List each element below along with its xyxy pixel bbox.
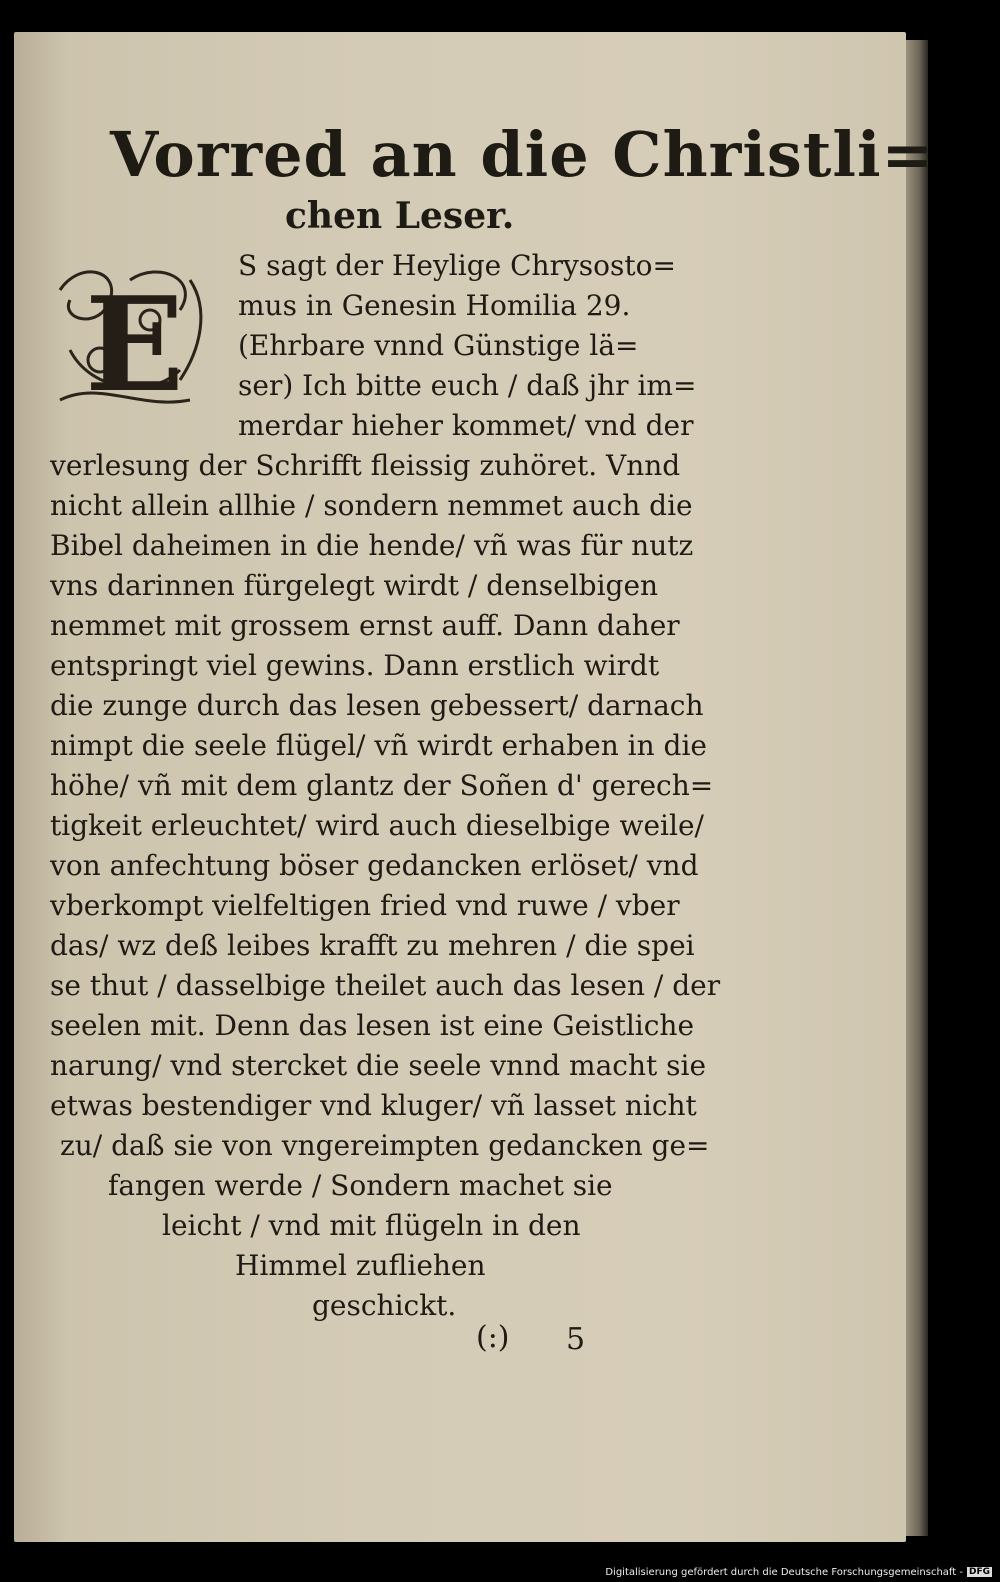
body-line: leicht / vnd mit flügeln in den bbox=[162, 1209, 581, 1242]
body-line: etwas bestendiger vnd kluger/ vñ lasset nicht bbox=[50, 1089, 697, 1122]
body-line: entspringt viel gewins. Dann erstlich wirdt bbox=[50, 649, 660, 682]
body-line: merdar hieher kommet/ vnd der bbox=[238, 409, 694, 442]
decorated-initial bbox=[40, 250, 220, 420]
heading-line-1: Vorred an die Christli= bbox=[110, 118, 935, 191]
body-line: verlesung der Schrifft fleissig zuhöret. Vnnd bbox=[50, 449, 681, 482]
body-line: ser) Ich bitte euch / daß jhr im= bbox=[238, 369, 697, 402]
credit-text: Digitalisierung gefördert durch die Deutsche Forschungsgemeinschaft - bbox=[605, 1566, 963, 1578]
body-line: se thut / dasselbige theilet auch das lesen / der bbox=[50, 969, 721, 1002]
body-line: Bibel daheimen in die hende/ vñ was für nutz bbox=[50, 529, 694, 562]
body-line: seelen mit. Denn das lesen ist eine Geistliche bbox=[50, 1009, 695, 1042]
body-line: (Ehrbare vnnd Günstige lä= bbox=[238, 329, 639, 362]
body-line: von anfechtung böser gedancken erlöset/ vnd bbox=[50, 849, 699, 882]
digitization-credit bbox=[605, 1564, 992, 1580]
body-line: mus in Genesin Homilia 29. bbox=[238, 289, 631, 322]
heading-line-2: chen Leser. bbox=[285, 195, 515, 237]
body-line: vns darinnen fürgelegt wirdt / denselbigen bbox=[50, 569, 659, 602]
body-line: geschickt. bbox=[312, 1289, 457, 1322]
initial-letter: E bbox=[85, 268, 185, 420]
body-line: höhe/ vñ mit dem glantz der Soñen d' gerech= bbox=[50, 769, 714, 802]
dfg-logo: DFG bbox=[968, 1567, 990, 1577]
page-edge-shadow bbox=[906, 40, 928, 1536]
body-line: nimpt die seele flügel/ vñ wirdt erhaben in die bbox=[50, 729, 707, 762]
body-line: vberkompt vielfeltigen fried vnd ruwe / vber bbox=[50, 889, 680, 922]
page-number: 5 bbox=[566, 1322, 586, 1357]
body-line: S sagt der Heylige Chrysosto= bbox=[238, 249, 676, 282]
body-line: Himmel zufliehen bbox=[235, 1249, 486, 1282]
body-line: das/ wz deß leibes krafft zu mehren / die spei bbox=[50, 929, 695, 962]
body-line: fangen werde / Sondern machet sie bbox=[108, 1169, 613, 1202]
body-line: narung/ vnd stercket die seele vnnd macht sie bbox=[50, 1049, 707, 1082]
body-line: nicht allein allhie / sondern nemmet auch die bbox=[50, 489, 693, 522]
body-line: nemmet mit grossem ernst auff. Dann daher bbox=[50, 609, 680, 642]
signature-mark: (:) bbox=[476, 1320, 510, 1355]
body-line: die zunge durch das lesen gebessert/ darnach bbox=[50, 689, 704, 722]
body-line: tigkeit erleuchtet/ wird auch dieselbige weile/ bbox=[50, 809, 704, 842]
body-line: zu/ daß sie von vngereimpten gedancken ge= bbox=[60, 1129, 710, 1162]
